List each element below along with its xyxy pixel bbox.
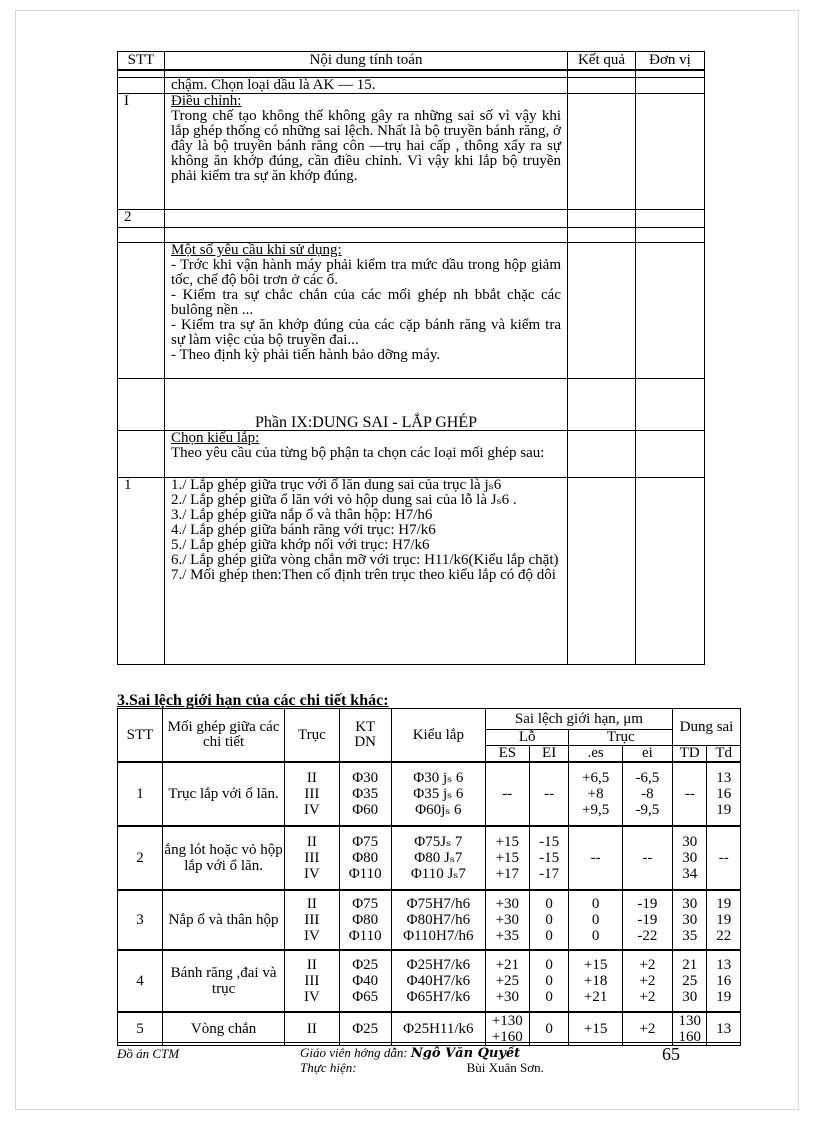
header-row — [118, 52, 705, 71]
cell-fit: Φ75Jₛ 7 Φ80 Jₛ7 Φ110 Jₛ7 — [391, 826, 485, 890]
cell-td: 130 160 — [672, 1012, 706, 1046]
part-title: Phần IX:DUNG SAI - LẮP GHÉP — [254, 414, 478, 431]
table-row — [118, 950, 741, 1012]
cell-stt: 5 — [118, 1012, 163, 1046]
table-row — [118, 890, 741, 950]
cell-ei: -19 -19 -22 — [622, 890, 672, 950]
cell-td: 19 19 22 — [707, 890, 741, 950]
cell-kt: Φ30 Φ35 Φ60 — [339, 762, 391, 826]
cell-kt: Φ75 Φ80 Φ110 — [339, 826, 391, 890]
cell-es: +6,5 +8 +9,5 — [569, 762, 622, 826]
page-number: 65 — [662, 1044, 680, 1064]
header-ei: ei — [622, 746, 672, 763]
cell-td: 13 — [707, 1012, 741, 1046]
table-row — [118, 243, 705, 379]
header-unit: Đơn vị — [636, 52, 705, 71]
row-stt: 2 — [118, 210, 165, 228]
cell-joint: Bánh răng ,đai và trục — [162, 950, 284, 1012]
cell-shaft: II III IV — [285, 762, 339, 826]
table-row — [118, 210, 705, 228]
cell-td: -- — [707, 826, 741, 890]
header-deviation: Sai lệch giới hạn, μm — [485, 709, 672, 730]
section-3-title: 3.Sai lệch giới hạn của các chi tiết khác: — [117, 692, 389, 709]
row-text: - Trớc khi vận hành máy phải kiểm tra mức dầu trong hộp giảm tốc, chế độ bôi trơn ở các ổ. — [171, 257, 561, 288]
row-text: - Kiểm tra sự ăn khớp đúng của các cặp bánh răng và kiểm tra sự làm việc của bộ truyền đai... — [171, 317, 561, 348]
header-joint: Mối ghép giữa các chi tiết — [162, 709, 284, 763]
cell-kt: Φ75 Φ80 Φ110 — [339, 890, 391, 950]
teacher-name: Ngô Văn Quyết — [410, 1046, 521, 1061]
row-text: - Kiểm tra sự chắc chắn của các mối ghép nh bbắt chặc các bulông nền ... — [171, 287, 561, 318]
calculation-table — [117, 51, 705, 665]
row-text: Theo yêu cầu của từng bộ phận ta chọn các loại mối ghép sau: — [171, 445, 545, 461]
header-tolerance: Dung sai — [672, 709, 740, 746]
header-result: Kết quả — [568, 52, 636, 71]
table-row — [118, 826, 741, 890]
cell-fit: Φ25H11/k6 — [391, 1012, 485, 1046]
cell-kt: Φ25 Φ40 Φ65 — [339, 950, 391, 1012]
fit-item: 5./ Lắp ghép giữa khớp nối với trục: H7/k6 — [171, 537, 430, 553]
cell-ei: +2 — [622, 1012, 672, 1046]
row-stt: 1 — [118, 478, 165, 665]
row-stt: I — [118, 94, 165, 210]
table-row — [118, 379, 705, 431]
header-shaft: Trục — [285, 709, 339, 763]
section-heading: Điều chỉnh: — [171, 93, 242, 109]
header-es: .es — [569, 746, 622, 763]
cell-td: 30 30 34 — [672, 826, 706, 890]
header-kt: KT DN — [339, 709, 391, 763]
cell-stt: 2 — [118, 826, 163, 890]
cell-es: +21 +25 +30 — [485, 950, 529, 1012]
cell-td: 13 16 19 — [707, 762, 741, 826]
header-stt: STT — [118, 709, 163, 763]
cell-shaft: II — [285, 1012, 339, 1046]
cell-es: 0 0 0 — [569, 890, 622, 950]
cell-stt: 1 — [118, 762, 163, 826]
cell-es: -- — [485, 762, 529, 826]
cell-ei: 0 0 0 — [529, 890, 569, 950]
cell-stt: 3 — [118, 890, 163, 950]
cell-td: 13 16 19 — [707, 950, 741, 1012]
teacher-label: Giáo viên hớng dẫn: — [300, 1045, 408, 1060]
header-TD: TD — [672, 746, 706, 763]
student-label: Thực hiện: — [300, 1060, 357, 1075]
header-content: Nội dung tính toán — [165, 52, 568, 71]
row-text: chậm. Chọn loại dầu là AK — 15. — [165, 78, 568, 94]
fit-item: 2./ Lắp ghép giữa ổ lăn với vỏ hộp dung sai của lỗ là Jₛ6 . — [171, 492, 517, 508]
cell-td: 21 25 30 — [672, 950, 706, 1012]
header-hole: Lỗ — [485, 730, 569, 746]
cell-ei: 0 0 0 — [529, 950, 569, 1012]
cell-td: 30 30 35 — [672, 890, 706, 950]
header-shaft-dev: Trục — [569, 730, 673, 746]
cell-shaft: II III IV — [285, 826, 339, 890]
fit-item: 7./ Mối ghép then:Then cố định trên trục theo kiểu lắp có độ dôi — [171, 567, 556, 583]
cell-fit: Φ75H7/h6 Φ80H7/h6 Φ110H7/h6 — [391, 890, 485, 950]
footer-project: Đồ án CTM — [117, 1046, 180, 1061]
cell-stt: 4 — [118, 950, 163, 1012]
cell-fit: Φ30 jₛ 6 Φ35 jₛ 6 Φ60jₛ 6 — [391, 762, 485, 826]
cell-joint: ắng lót hoặc vỏ hộp lắp với ổ lăn. — [162, 826, 284, 890]
cell-joint: Trục lắp với ổ lăn. — [162, 762, 284, 826]
cell-es: -- — [569, 826, 622, 890]
table-row — [118, 94, 705, 210]
header-fit: Kiểu lắp — [391, 709, 485, 763]
cell-es: +130 +160 — [485, 1012, 529, 1046]
cell-fit: Φ25H7/k6 Φ40H7/k6 Φ65H7/k6 — [391, 950, 485, 1012]
header-Td: Td — [707, 746, 741, 763]
fit-item: 4./ Lắp ghép giữa bánh răng với trục: H7/k6 — [171, 522, 436, 538]
cell-ei: 0 — [529, 1012, 569, 1046]
cell-es: +15 — [569, 1012, 622, 1046]
row-text: Trong chế tạo không thể không gây ra những sai số vì vậy khi lắp ghép thống có những sai lệch. Nhất là bộ truyền bánh răng, ở đây là bộ truyền bánh răng côn —trụ hai cấp , thông xẩy ra sự không ăn khớp đúng, cần điều chỉnh. Vì vậy khi lắp bộ truyền phải kiểm tra sự ăn khớp đúng. — [171, 108, 561, 184]
page-footer — [117, 1042, 741, 1083]
header-stt: STT — [118, 52, 165, 71]
fit-item: 6./ Lắp ghép giữa vòng chắn mỡ với trục: H11/k6(Kiểu lắp chặt) — [171, 552, 559, 568]
cell-ei: -- — [529, 762, 569, 826]
table-row — [118, 431, 705, 478]
cell-shaft: II III IV — [285, 950, 339, 1012]
cell-shaft: II III IV — [285, 890, 339, 950]
fit-item: 1./ Lắp ghép giữa trục với ổ lăn dung sai của trục là jₛ6 — [171, 477, 502, 493]
fit-item: 3./ Lắp ghép giữa nắp ổ và thân hộp: H7/h6 — [171, 507, 433, 523]
cell-es: +15 +15 +17 — [485, 826, 529, 890]
table-row — [118, 1012, 741, 1046]
cell-td: -- — [672, 762, 706, 826]
table-row — [118, 762, 741, 826]
student-name: Bùi Xuân Sơn. — [466, 1060, 544, 1075]
row-text: - Theo định kỳ phải tiến hành bảo dỡng máy. — [171, 347, 441, 363]
section-heading: Chọn kiểu lắp: — [171, 430, 260, 446]
cell-es: +15 +18 +21 — [569, 950, 622, 1012]
cell-es: +30 +30 +35 — [485, 890, 529, 950]
table-row — [118, 478, 705, 665]
header-ES: ES — [485, 746, 529, 763]
deviation-table — [117, 708, 741, 1046]
table-row — [118, 78, 705, 94]
cell-joint: Vòng chắn — [162, 1012, 284, 1046]
cell-ei: -15 -15 -17 — [529, 826, 569, 890]
cell-ei: -- — [622, 826, 672, 890]
cell-ei: -6,5 -8 -9,5 — [622, 762, 672, 826]
cell-joint: Nắp ổ và thân hộp — [162, 890, 284, 950]
cell-kt: Φ25 — [339, 1012, 391, 1046]
header-EI: EI — [529, 746, 569, 763]
section-heading: Một số yêu cầu khi sử dụng: — [171, 242, 342, 258]
cell-ei: +2 +2 +2 — [622, 950, 672, 1012]
